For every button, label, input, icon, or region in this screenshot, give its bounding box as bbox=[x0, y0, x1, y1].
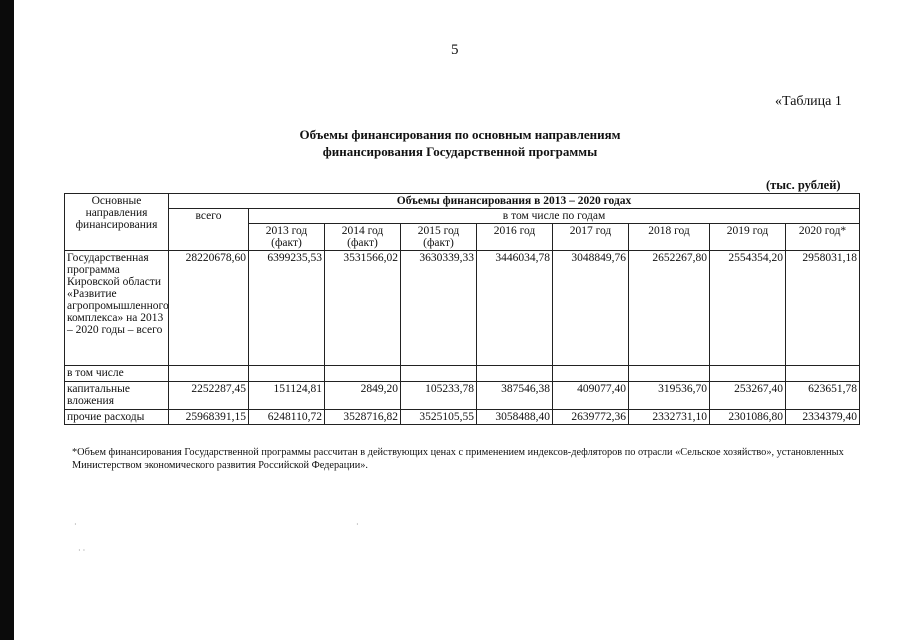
cell-value: 3531566,02 bbox=[325, 251, 401, 366]
header-by-years: в том числе по годам bbox=[249, 209, 860, 224]
cell-total: 25968391,15 bbox=[169, 410, 249, 425]
header-year: 2015 год (факт) bbox=[401, 224, 477, 251]
cell-value: 2301086,80 bbox=[710, 410, 786, 425]
cell-value: 3048849,76 bbox=[553, 251, 629, 366]
header-total: всего bbox=[169, 209, 249, 251]
cell-value: 319536,70 bbox=[629, 382, 710, 410]
row-label: Государственная программа Кировской области «Развитие агропромышленного комплекса» на 2013 – 2020 годы – всего bbox=[65, 251, 169, 366]
scan-speck: · bbox=[356, 520, 359, 529]
table-title bbox=[240, 126, 680, 160]
cell-value: 2334379,40 bbox=[786, 410, 860, 425]
title-line-1: Объемы финансирования по основным направлениям bbox=[299, 127, 621, 142]
cell-value: 105233,78 bbox=[401, 382, 477, 410]
cell-value: 387546,38 bbox=[477, 382, 553, 410]
cell-total: 28220678,60 bbox=[169, 251, 249, 366]
cell-value: 6399235,53 bbox=[249, 251, 325, 366]
table-row-capital-investments bbox=[65, 382, 860, 410]
cell-value: 2849,20 bbox=[325, 382, 401, 410]
row-label: в том числе bbox=[65, 366, 169, 382]
row-label: капитальные вложения bbox=[65, 382, 169, 410]
header-year: 2019 год bbox=[710, 224, 786, 251]
scan-edge bbox=[0, 0, 14, 640]
cell-value: 253267,40 bbox=[710, 382, 786, 410]
footnote: *Объем финансирования Государственной программы рассчитан в действующих ценах с применением индексов-дефляторов по отрасли «Сельское хозяйство», установленных Министерством экономического развития Российской Федерации». bbox=[72, 447, 844, 471]
cell-value: 2554354,20 bbox=[710, 251, 786, 366]
table-row-including bbox=[65, 366, 860, 382]
header-year: 2017 год bbox=[553, 224, 629, 251]
table-reference: «Таблица 1 bbox=[775, 94, 842, 109]
units-label: (тыс. рублей) bbox=[766, 178, 841, 192]
scan-speck: · bbox=[74, 520, 77, 529]
cell-total: 2252287,45 bbox=[169, 382, 249, 410]
cell-value: 2958031,18 bbox=[786, 251, 860, 366]
financing-table bbox=[64, 193, 860, 425]
cell-value: 3058488,40 bbox=[477, 410, 553, 425]
row-label: прочие расходы bbox=[65, 410, 169, 425]
cell-value: 3528716,82 bbox=[325, 410, 401, 425]
cell-value: 3446034,78 bbox=[477, 251, 553, 366]
cell-value: 151124,81 bbox=[249, 382, 325, 410]
page-number: 5 bbox=[451, 42, 459, 58]
header-year: 2014 год (факт) bbox=[325, 224, 401, 251]
cell-value: 2652267,80 bbox=[629, 251, 710, 366]
cell-value: 3525105,55 bbox=[401, 410, 477, 425]
header-volumes: Объемы финансирования в 2013 – 2020 годах bbox=[169, 194, 860, 209]
cell-value: 3630339,33 bbox=[401, 251, 477, 366]
cell-value: 6248110,72 bbox=[249, 410, 325, 425]
header-year: 2020 год* bbox=[786, 224, 860, 251]
table-row-other-expenses bbox=[65, 410, 860, 425]
cell-value: 2639772,36 bbox=[553, 410, 629, 425]
cell-value: 409077,40 bbox=[553, 382, 629, 410]
title-line-2: финансирования Государственной программы bbox=[322, 144, 598, 159]
header-directions: Основные направления финансирования bbox=[65, 194, 169, 251]
scan-speck: · · bbox=[78, 546, 86, 555]
cell-value: 2332731,10 bbox=[629, 410, 710, 425]
header-year: 2018 год bbox=[629, 224, 710, 251]
header-year: 2016 год bbox=[477, 224, 553, 251]
table-row-program-total bbox=[65, 251, 860, 366]
header-year: 2013 год (факт) bbox=[249, 224, 325, 251]
cell-value: 623651,78 bbox=[786, 382, 860, 410]
